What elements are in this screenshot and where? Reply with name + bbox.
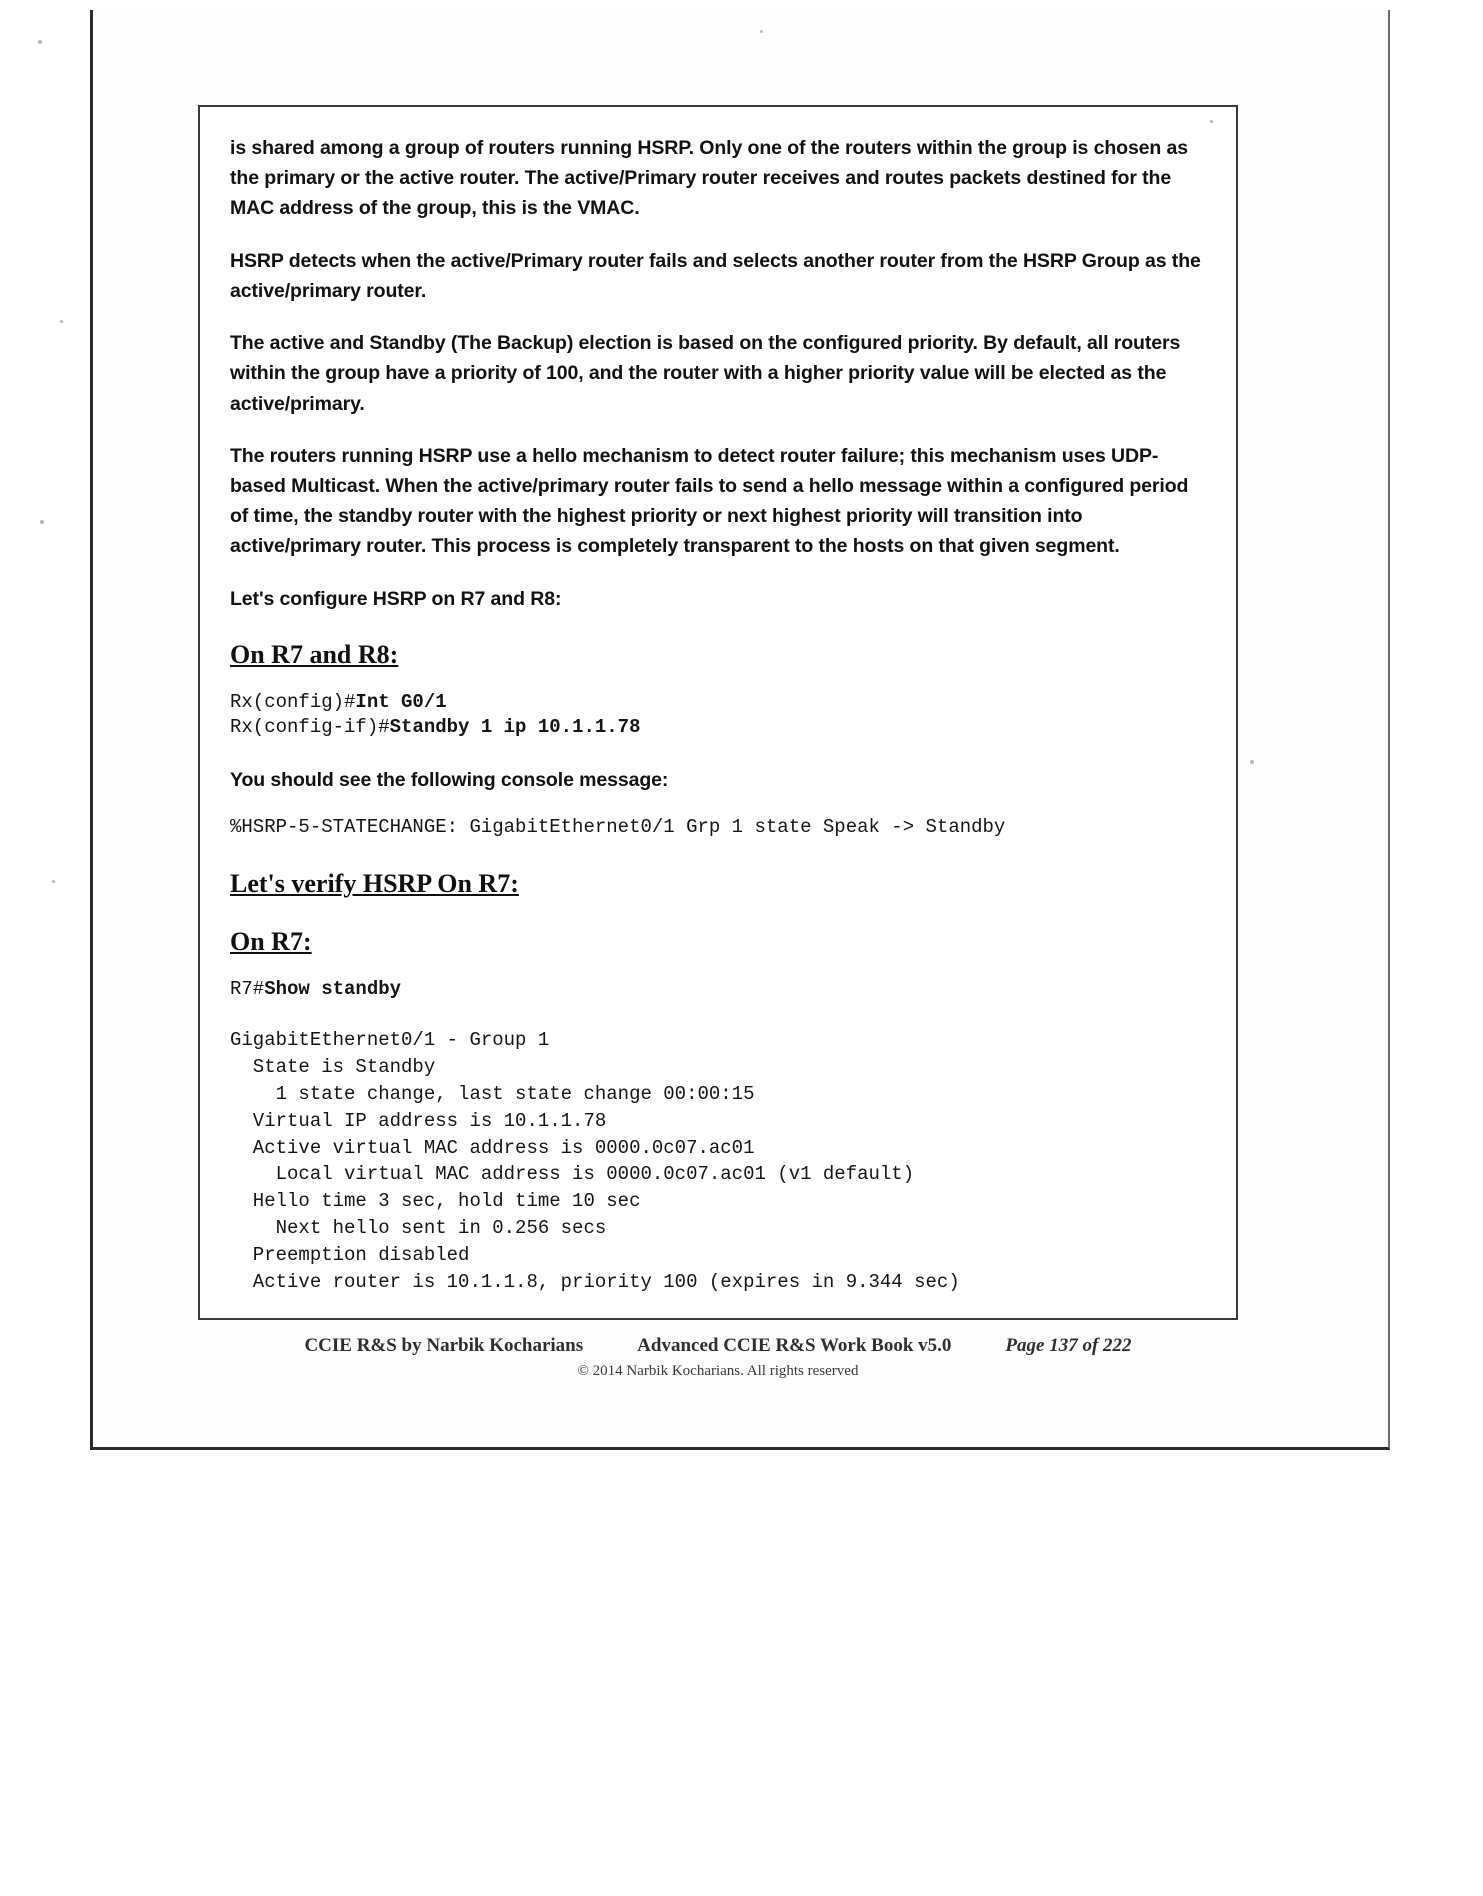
scanned-page	[90, 10, 1390, 1450]
heading-on-r7: On R7:	[230, 926, 312, 956]
show-command-text: Show standby	[264, 977, 402, 1000]
config-line1-command: Int G0/1	[355, 690, 447, 713]
scan-speck	[52, 880, 55, 883]
config-line2-prompt: Rx(config-if)#	[230, 716, 390, 739]
show-standby-output: GigabitEthernet0/1 - Group 1 State is Standby 1 state change, last state change 00:00:15 Virtual IP address is 10.1.1.78 Active virtual MAC address is 0000.0c07.ac01 Local virtual MAC address is 0000.0c07.ac01 (v1 default) Hello time 3 sec, hold time 10 sec Next hello sent in 0.256 secs Preemption disabled Active router is 10.1.1.8, priority 100 (expires in 9.344 sec)	[230, 1028, 960, 1294]
scan-speck	[40, 520, 44, 524]
console-state-change-message: %HSRP-5-STATECHANGE: GigabitEthernet0/1 Grp 1 state Speak -> Standby	[230, 816, 1006, 839]
footer-page-number: Page 137 of 222	[1005, 1335, 1132, 1356]
show-standby-command	[230, 977, 1206, 1003]
paragraph-4: The routers running HSRP use a hello mechanism to detect router failure; this mechanism uses UDP-based Multicast. When the active/primary router fails to send a hello message within a configured period of time, the standby router with the highest priority or next highest priority will transition into active/primary router. This process is completely transparent to the hosts on that given segment.	[230, 444, 1189, 558]
scan-speck	[38, 40, 42, 44]
config-line2-command: Standby 1 ip 10.1.1.78	[389, 716, 641, 739]
paragraph-5-configure-intro: Let's configure HSRP on R7 and R8:	[230, 587, 562, 610]
footer-author: CCIE R&S by Narbik Kocharians	[304, 1335, 584, 1356]
config-block-r7-r8	[230, 690, 1206, 741]
show-command-prompt: R7#	[230, 977, 265, 1000]
footer-copyright: © 2014 Narbik Kocharians. All rights reserved	[577, 1363, 859, 1379]
console-message-note: You should see the following console message:	[230, 769, 669, 792]
heading-verify-hsrp-on-r7: Let's verify HSRP On R7:	[230, 868, 519, 898]
footer-book-title: Advanced CCIE R&S Work Book v5.0	[637, 1335, 952, 1356]
paragraph-1: is shared among a group of routers running HSRP. Only one of the routers within the group is chosen as the primary or the active router. The active/Primary router receives and routes packets destined for the MAC address of the group, this is the VMAC.	[230, 137, 1189, 220]
scan-left-edge	[78, 0, 86, 1896]
heading-on-r7-and-r8: On R7 and R8:	[230, 639, 399, 669]
paragraph-3: The active and Standby (The Backup) election is based on the configured priority. By default, all routers within the group have a priority of 100, and the router with a higher priority value will be elected as the active/primary.	[230, 332, 1181, 415]
scan-speck	[60, 320, 63, 323]
paragraph-2: HSRP detects when the active/Primary router fails and selects another router from the HSRP Group as the active/primary router.	[230, 249, 1201, 302]
page-content-frame	[198, 105, 1238, 1320]
page-footer	[198, 1335, 1238, 1380]
config-line1-prompt: Rx(config)#	[230, 690, 356, 713]
